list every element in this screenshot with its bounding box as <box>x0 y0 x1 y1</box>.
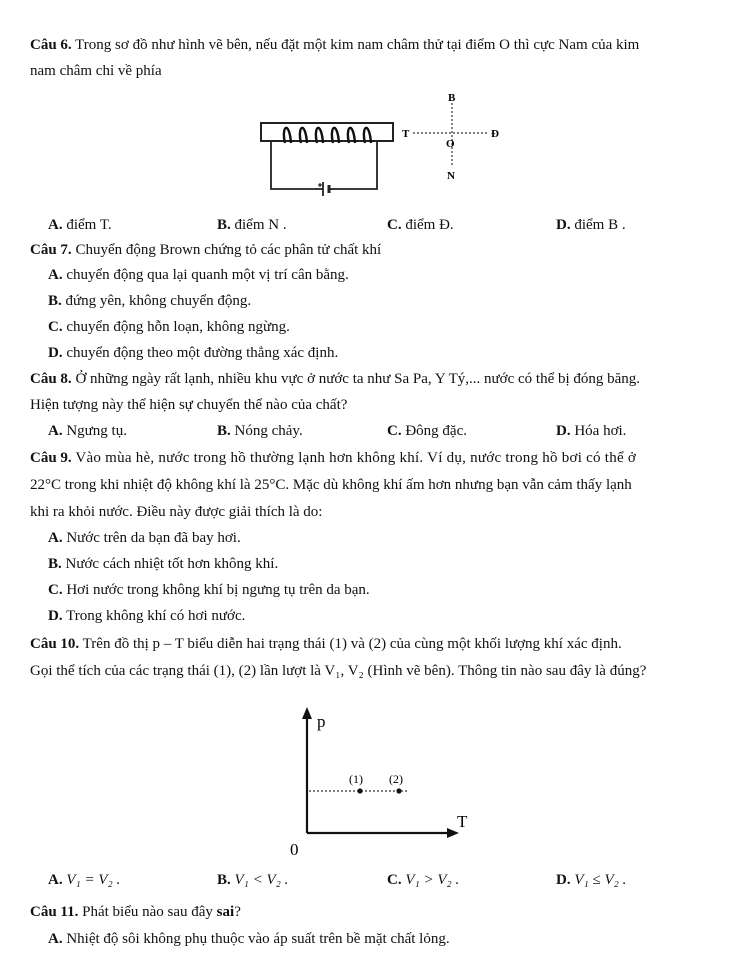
q7-stem: Câu 7. Chuyển động Brown chứng tỏ các phân tử chất khí <box>30 242 382 258</box>
label-N: N <box>447 170 455 182</box>
label-D: Đ <box>491 128 499 140</box>
circuit-wire-left <box>271 141 315 189</box>
q8-option-a[interactable]: A. Ngưng tụ. <box>48 423 127 439</box>
q9-option-a[interactable]: A. Nước trên da bạn đã bay hơi. <box>48 530 241 546</box>
state-2-point <box>396 788 401 793</box>
state-1-label: (1) <box>349 772 363 786</box>
q9-line3: khi ra khỏi nước. Điều này được giải thích là do: <box>30 504 323 520</box>
q9-line1: Câu 9. Vào mùa hè, nước trong hồ thường lạnh hơn không khí. Ví dụ, nước trong hồ bơi có thể ở <box>30 450 637 466</box>
q9-option-c[interactable]: C. Hơi nước trong không khí bị ngưng tụ trên da bạn. <box>48 582 370 598</box>
q8-option-d[interactable]: D. Hóa hơi. <box>556 423 627 439</box>
q9-option-b[interactable]: B. Nước cách nhiệt tốt hơn không khí. <box>48 556 279 572</box>
state-2-label: (2) <box>389 772 403 786</box>
p-axis-arrow-icon <box>302 707 312 719</box>
q10-option-c[interactable]: C. V₁ > V₂ . <box>387 872 460 888</box>
q8-line1: Câu 8. Ở những ngày rất lạnh, nhiều khu vực ở nước ta như Sa Pa, Y Tý,... nước có thể bị đóng băng. <box>30 371 641 387</box>
q10-line2: Gọi thể tích của các trạng thái (1), (2) lần lượt là V₁, V₂ (Hình vẽ bên). Thông tin nào sau đây là đúng? <box>30 663 647 679</box>
q8-option-b[interactable]: B. Nóng chảy. <box>217 423 303 439</box>
q6-option-b[interactable]: B. điểm N . <box>217 217 287 233</box>
solenoid-core <box>261 123 393 141</box>
q9-option-d[interactable]: D. Trong không khí có hơi nước. <box>48 608 246 624</box>
state-1-point <box>357 788 362 793</box>
t-axis-label: T <box>457 812 468 831</box>
q7-option-c[interactable]: C. chuyển động hỗn loạn, không ngừng. <box>48 319 290 335</box>
q8-option-c[interactable]: C. Đông đặc. <box>387 423 467 439</box>
q6-line2: nam châm chỉ về phía <box>30 63 162 79</box>
q11-option-a[interactable]: A. Nhiệt độ sôi không phụ thuộc vào áp suất trên bề mặt chất lỏng. <box>48 931 450 947</box>
label-B: B <box>448 92 456 104</box>
q10-option-b[interactable]: B. V₁ < V₂ . <box>217 872 289 888</box>
q11-stem: Câu 11. Phát biểu nào sau đây sai? <box>30 904 241 920</box>
battery-icon <box>315 182 337 196</box>
q9-line2: 22°C trong khi nhiệt độ không khí là 25°C. Mặc dù không khí ấm hơn nhưng bạn vẫn cảm thấy lạnh <box>30 477 632 493</box>
q6-option-d[interactable]: D. điểm B . <box>556 217 626 233</box>
q6-figure <box>255 85 510 210</box>
q10-pt-graph <box>285 705 480 865</box>
p-axis-label: p <box>317 712 326 731</box>
q10-option-d[interactable]: D. V₁ ≤ V₂ . <box>556 872 627 888</box>
label-O: O <box>446 138 455 150</box>
q6-number: Câu 6. <box>30 37 72 53</box>
q7-option-a[interactable]: A. chuyển động qua lại quanh một vị trí cân bằng. <box>48 267 349 283</box>
q6-line1: Câu 6. Trong sơ đồ như hình vẽ bên, nếu đặt một kim nam châm thử tại điểm O thì cực Nam của kim <box>30 37 640 53</box>
q6-option-c[interactable]: C. điểm Đ. <box>387 217 454 233</box>
q10-option-a[interactable]: A. V₁ = V₂ . <box>48 872 121 888</box>
q6-option-a[interactable]: A. điểm T. <box>48 217 112 233</box>
q8-line2: Hiện tượng này thể hiện sự chuyển thể nào của chất? <box>30 397 348 413</box>
circuit-wire-right <box>337 141 377 189</box>
origin-label: 0 <box>290 840 299 859</box>
q7-option-d[interactable]: D. chuyển động theo một đường thẳng xác định. <box>48 345 339 361</box>
label-T: T <box>402 128 410 140</box>
q7-option-b[interactable]: B. đứng yên, không chuyển động. <box>48 293 252 309</box>
q10-line1: Câu 10. Trên đồ thị p – T biểu diễn hai trạng thái (1) và (2) của cùng một khối lượng khí xác định. <box>30 636 622 652</box>
